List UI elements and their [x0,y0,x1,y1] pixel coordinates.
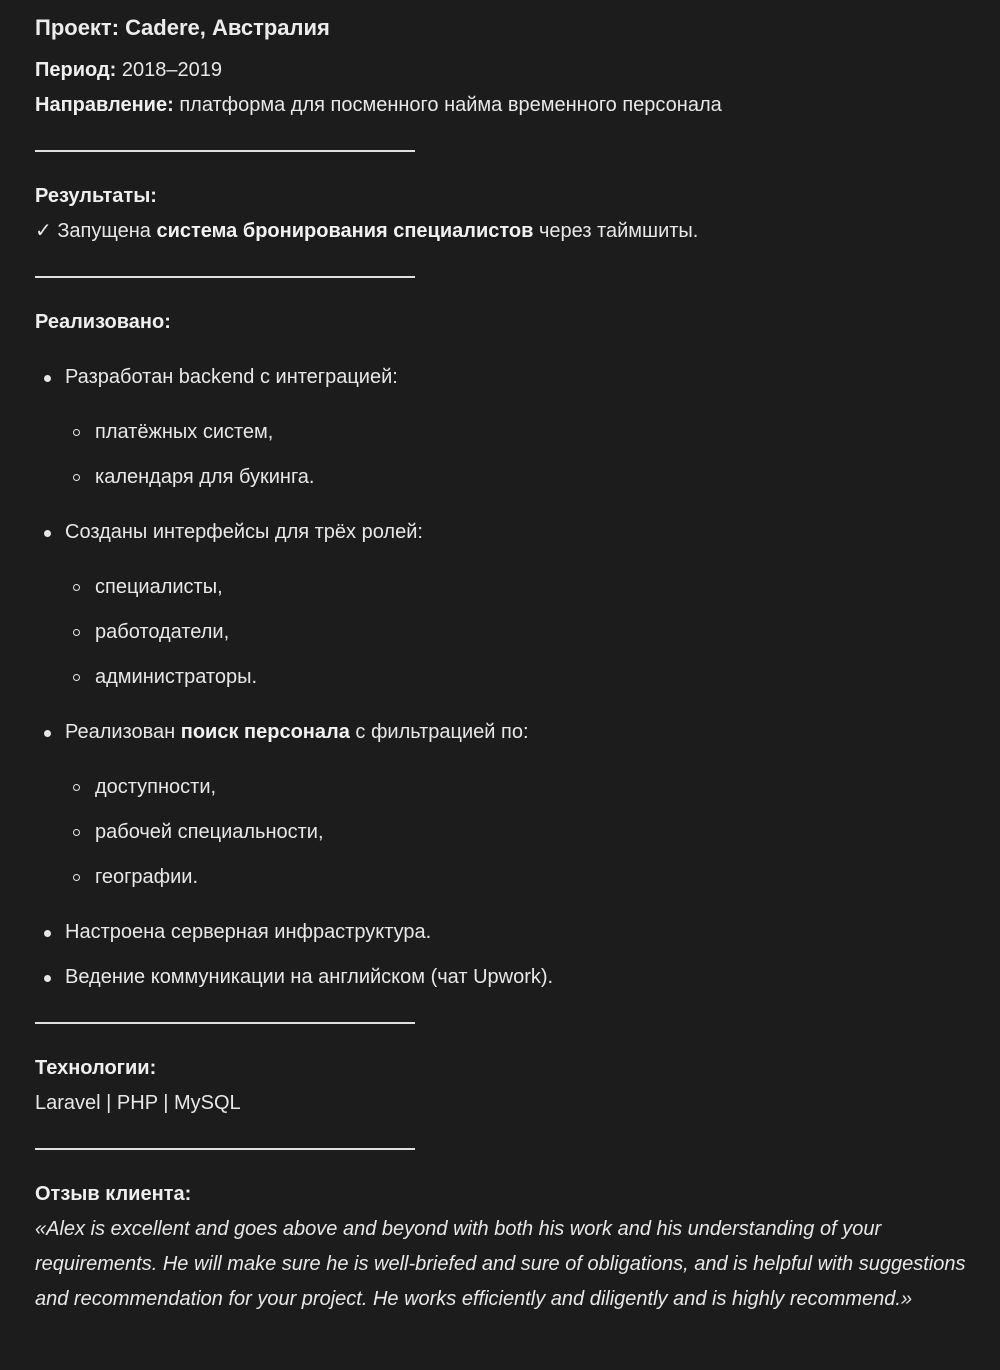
circle-bullet-icon [73,674,80,681]
sub-list-item-text: доступности, [95,776,217,798]
list-item [35,915,970,950]
sub-list-item [65,770,970,805]
sub-list-item-text: календаря для букинга. [95,466,315,488]
list-item-text: Созданы интерфейсы для трёх ролей: [65,521,423,543]
circle-bullet-icon [73,874,80,881]
sub-list-item-text: рабочей специальности, [95,821,324,843]
period-value: 2018–2019 [121,59,222,81]
sub-list [65,770,970,895]
sub-list-item [65,860,970,895]
period-line [35,53,970,88]
bullet-icon [44,375,51,382]
sub-list-item-text: администраторы. [95,666,258,688]
sub-list-item [65,815,970,850]
sub-list-item [65,570,970,605]
circle-bullet-icon [73,584,80,591]
technologies-value: Laravel | PHP | MySQL [35,1092,241,1114]
direction-value: платформа для посменного найма временного персонала [179,94,722,116]
list-item-text: Настроена серверная инфраструктура. [65,921,432,943]
bullet-icon [44,975,51,982]
sub-list-item-text: работодатели, [95,621,230,643]
circle-bullet-icon [73,784,80,791]
list-item-text: Разработан backend с интеграцией: [65,366,398,388]
bullet-icon [44,930,51,937]
bullet-icon [44,530,51,537]
review-text: «Alex is excellent and goes above and beyond with both his work and his understanding of your requirements. He will make sure he is well-briefed and sure of obligations, and is helpful with suggestions and recommendation for your project. He works efficiently and diligently and is highly recommend.» [35,1218,966,1310]
sub-list-item [65,415,970,450]
results-heading: Результаты: [35,185,157,207]
list-item [35,515,970,695]
project-title: Проект: Cadere, Австралия [35,15,330,40]
sub-list-item-text: географии. [95,866,198,888]
results-suffix: через таймшиты. [538,220,699,242]
direction-label: Направление: [35,94,174,116]
implemented-list [35,360,970,995]
review-heading: Отзыв клиента: [35,1183,192,1205]
list-item [35,360,970,495]
results-line [35,214,970,249]
implemented-heading: Реализовано: [35,311,171,333]
sub-list-item [65,660,970,695]
circle-bullet-icon [73,474,80,481]
sub-list-item-text: платёжных систем, [95,421,274,443]
list-item [35,715,970,895]
circle-bullet-icon [73,629,80,636]
list-item-text-bold: поиск персонала [180,721,350,743]
sub-list-item [65,615,970,650]
divider [35,276,415,278]
check-icon: ✓ [35,220,52,242]
period-label: Период: [35,59,117,81]
list-item [35,960,970,995]
technologies-heading: Технологии: [35,1057,157,1079]
list-item-text-post: с фильтрацией по: [355,721,529,743]
sub-list [65,415,970,495]
divider [35,1148,415,1150]
list-item-text: Ведение коммуникации на английском (чат Upwork). [65,966,554,988]
direction-line [35,88,970,123]
list-item-text-pre: Реализован [65,721,176,743]
results-bold: система бронирования специалистов [156,220,534,242]
sub-list-item-text: специалисты, [95,576,223,598]
circle-bullet-icon [73,829,80,836]
sub-list-item [65,460,970,495]
divider [35,150,415,152]
circle-bullet-icon [73,429,80,436]
bullet-icon [44,730,51,737]
sub-list [65,570,970,695]
divider [35,1022,415,1024]
results-prefix: Запущена [57,220,151,242]
